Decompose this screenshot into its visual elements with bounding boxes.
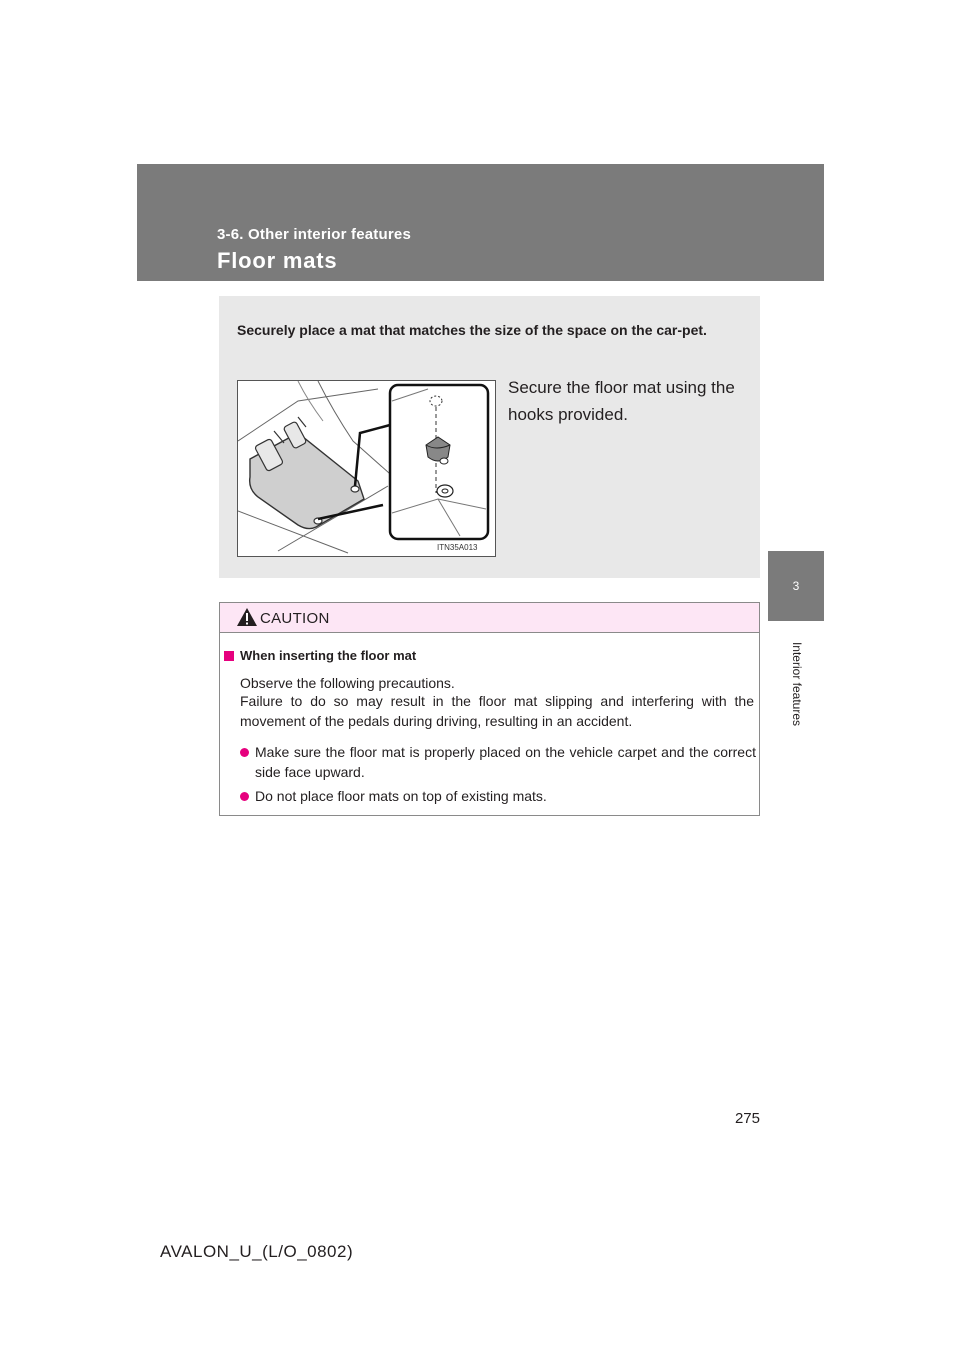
caution-bullet-2 bbox=[240, 786, 756, 806]
page-title: Floor mats bbox=[217, 248, 338, 273]
figure-code: ITN35A013 bbox=[437, 543, 478, 552]
round-bullet-icon bbox=[240, 748, 249, 757]
figure-caption: Secure the floor mat using the hooks provided. bbox=[508, 378, 735, 424]
caution-title-text: When inserting the floor mat bbox=[240, 648, 417, 663]
warning-triangle-icon bbox=[236, 607, 258, 632]
section-heading: 3-6. Other interior features bbox=[217, 226, 411, 243]
caution-paragraph-2: Failure to do so may result in the floor mat slipping and interfering with the movement of the pedals during driving, resulting in an accident. bbox=[240, 693, 754, 729]
caution-bullet-1 bbox=[240, 742, 756, 782]
square-bullet-icon bbox=[224, 651, 234, 661]
caution-label: CAUTION bbox=[260, 610, 330, 627]
caution-title bbox=[224, 648, 416, 663]
floor-mat-illustration bbox=[237, 380, 496, 557]
caution-bullet-1-text: Make sure the floor mat is properly placed on the vehicle carpet and the correct side face upward. bbox=[255, 744, 756, 780]
caution-paragraph-1: Observe the following precautions. bbox=[240, 675, 455, 691]
chapter-tab bbox=[768, 551, 824, 621]
chapter-label: Interior features bbox=[790, 641, 804, 727]
caution-bullet-2-text: Do not place floor mats on top of existing mats. bbox=[255, 788, 547, 804]
caution-header bbox=[220, 603, 759, 633]
caution-box bbox=[219, 602, 760, 816]
intro-text: Securely place a mat that matches the size of the space on the car-pet. bbox=[237, 322, 707, 338]
instruction-box bbox=[219, 296, 760, 578]
document-code: AVALON_U_(L/O_0802) bbox=[160, 1242, 354, 1261]
page-number: 275 bbox=[734, 1110, 760, 1127]
section-header bbox=[137, 164, 824, 281]
round-bullet-icon bbox=[240, 792, 249, 801]
chapter-number: 3 bbox=[792, 579, 800, 593]
